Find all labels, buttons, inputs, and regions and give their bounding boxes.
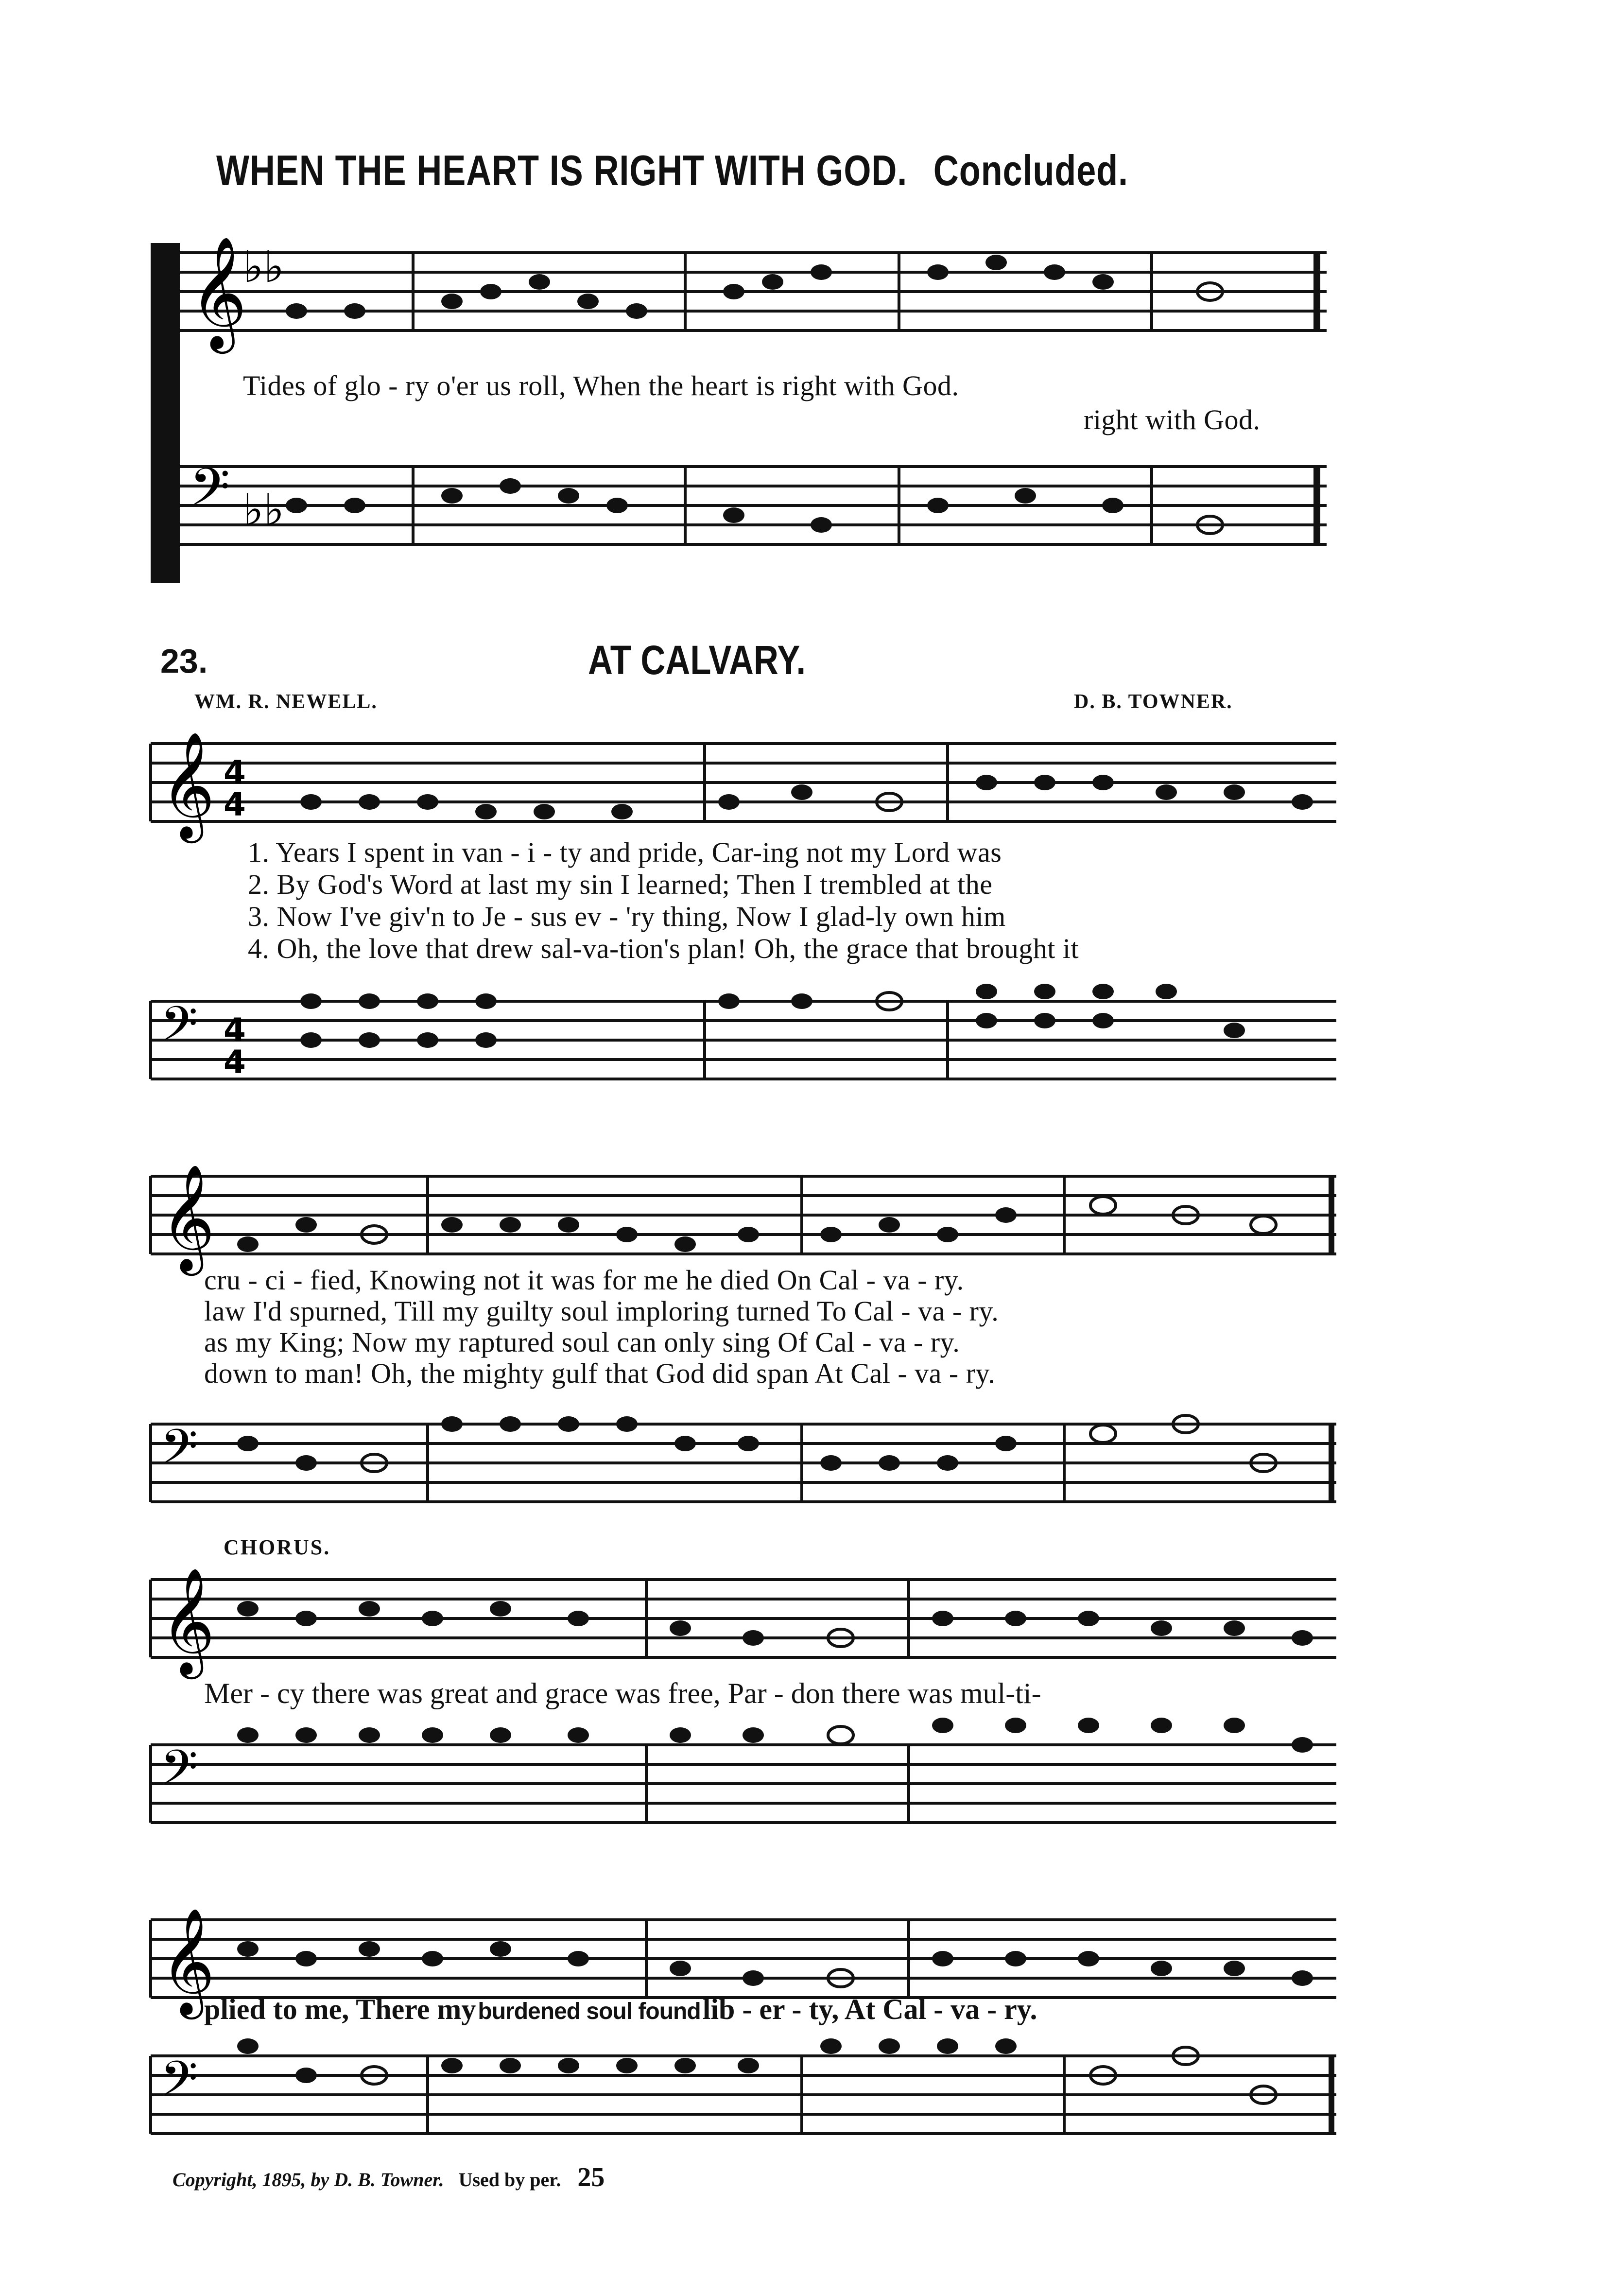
author: WM. R. NEWELL. — [194, 691, 378, 713]
top-treble-staff — [151, 236, 1341, 369]
chorus-lyric-line2 — [204, 1993, 1037, 2026]
page-number: 25 — [577, 2162, 605, 2192]
svg-text:4: 4 — [224, 786, 246, 823]
system2-bass-staff — [151, 1409, 1341, 1526]
bass-clef-icon: 𝄢 — [160, 1419, 198, 1487]
verse-line: 1. Years I spent in van - i - ty and pride, Car-ing not my Lord was — [248, 836, 1002, 868]
system1-bass-staff — [151, 987, 1341, 1103]
verse-line: 4. Oh, the love that drew sal-va-tion's plan! Oh, the grace that brought it — [248, 933, 1079, 964]
verse-line: 3. Now I've giv'n to Je - sus ev - 'ry thing, Now I glad-ly own him — [248, 901, 1006, 932]
verse-line: as my King; Now my raptured soul can only sing Of Cal - va - ry. — [204, 1326, 960, 1358]
top-lyric-main: Tides of glo - ry o'er us roll, When the heart is right with God. — [243, 370, 959, 401]
bass-clef-icon: 𝄢 — [160, 996, 198, 1064]
copyright-text: Copyright, 1895, by D. B. Towner. — [173, 2169, 444, 2191]
section-title — [216, 146, 1128, 195]
bass-clef-icon: 𝄢 — [190, 456, 230, 530]
bass-clef-icon: 𝄢 — [160, 2051, 198, 2119]
verse-line: law I'd spurned, Till my guilty soul imploring turned To Cal - va - ry. — [204, 1295, 999, 1327]
hymn-number: 23. — [160, 642, 208, 680]
verse-line: down to man! Oh, the mighty gulf that God did span At Cal - va - ry. — [204, 1357, 996, 1389]
chorus-label: CHORUS. — [224, 1535, 331, 1559]
svg-text:4: 4 — [224, 1011, 246, 1049]
chorus1-bass-staff — [151, 1730, 1341, 1847]
treble-clef-icon: 𝄞 — [160, 1567, 215, 1674]
chorus-lyric-mid: burdened soul found — [478, 1999, 701, 2024]
chorus-lyric-start: plied to me, There my — [204, 1993, 476, 2025]
system2-treble-staff — [151, 1162, 1341, 1278]
chorus2-bass-staff — [151, 2041, 1341, 2158]
chorus-lyric-line1: Mer - cy there was great and grace was free, Par - don there was mul-ti- — [204, 1677, 1041, 1709]
footer — [173, 2162, 605, 2193]
concluded-label: Concluded. — [933, 146, 1128, 194]
chorus-lyric-end: lib - er - ty, At Cal - va - ry. — [702, 1993, 1037, 2025]
chorus1-treble-staff — [151, 1565, 1341, 1682]
svg-text:♭♭: ♭♭ — [243, 242, 284, 293]
verse-line: 2. By God's Word at last my sin I learned; Then I trembled at the — [248, 869, 993, 900]
composer: D. B. TOWNER. — [1074, 691, 1233, 713]
svg-text:♭♭: ♭♭ — [243, 485, 284, 536]
bass-clef-icon: 𝄢 — [160, 1740, 198, 1808]
treble-clef-icon: 𝄞 — [190, 236, 247, 349]
top-bass-staff — [151, 457, 1341, 583]
title-text: WHEN THE HEART IS RIGHT WITH GOD. — [216, 146, 908, 194]
verse-line: cru - ci - fied, Knowing not it was for me he died On Cal - va - ry. — [204, 1264, 964, 1296]
system1-treble-staff — [151, 729, 1341, 846]
svg-text:4: 4 — [224, 1044, 246, 1081]
top-lyric-echo: right with God. — [1084, 404, 1261, 435]
svg-text:4: 4 — [224, 754, 246, 791]
hymn-title: AT CALVARY. — [588, 637, 806, 683]
used-by-permission: Used by per. — [458, 2169, 561, 2191]
treble-clef-icon: 𝄞 — [160, 731, 215, 838]
treble-clef-icon: 𝄞 — [160, 1907, 215, 2015]
treble-clef-icon: 𝄞 — [160, 1164, 215, 1271]
